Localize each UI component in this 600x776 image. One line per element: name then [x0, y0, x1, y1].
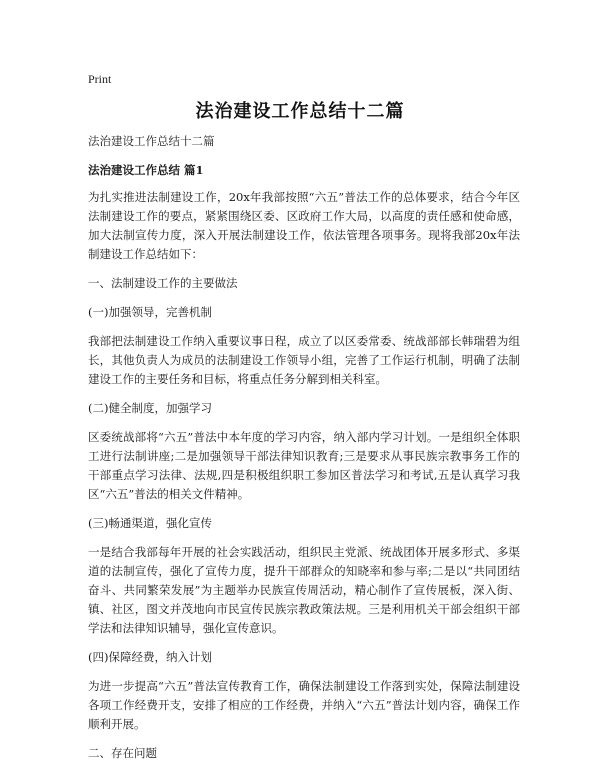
intro-paragraph: 为扎实推进法制建设工作，20x年我部按照“六五”普法工作的总体要求，结合今年区法制建设工作的要点，紧紧围绕区委、区政府工作大局，以高度的责任感和使命感，加大法制宣传力度，深入开展法制建设工作，依法管理各项事务。现将我部20x年法制建设工作总结如下： — [88, 190, 520, 261]
paragraph-3: 一是结合我部每年开展的社会实践活动，组织民主党派、统战团体开展多形式、多渠道的法制宣传，强化了宣传力度，提升干部群众的知晓率和参与率;二是以“共同团结奋斗、共同繁荣发展”为主题举办民族宣传周活动，精心制作了宣传展板，深入街、镇、社区，图文并茂地向市民宣传民族宗教政策法规。三是利用机关干部会组织干部学法和法律知识辅导，强化宣传意识。 — [88, 545, 520, 635]
subheading-1: (一)加强领导，完善机制 — [88, 305, 212, 319]
document-body — [88, 132, 520, 773]
paragraph-4: 为进一步提高“六五”普法宣传教育工作，确保法制建设工作落到实处，保障法制建设各项工作经费开支，安排了相应的工作经费，并纳入“六五”普法计划内容，确保工作顺利开展。 — [88, 679, 520, 731]
section-title: 法治建设工作总结 篇1 — [88, 163, 204, 177]
document-title: 法治建设工作总结十二篇 — [195, 101, 405, 122]
subheading-4: (四)保障经费，纳入计划 — [88, 650, 212, 664]
document-subtitle: 法治建设工作总结十二篇 — [88, 134, 215, 148]
subheading-2: (二)健全制度，加强学习 — [88, 401, 212, 415]
part1-heading: 一、法制建设工作的主要做法 — [88, 276, 238, 290]
print-label: Print — [88, 72, 112, 86]
part2-heading: 二、存在问题 — [88, 746, 157, 760]
paragraph-2: 区委统战部将“六五”普法中本年度的学习内容，纳入部内学习计划。一是组织全体职工进行法制讲座;二是加强领导干部法律知识教育;三是要求从事民族宗教事务工作的干部重点学习法律、法规,四是积极组织职工参加区普法学习和考试,五是认真学习我区“六五”普法的相关文件精神。 — [88, 430, 520, 501]
subheading-3: (三)畅通渠道，强化宣传 — [88, 516, 212, 530]
paragraph-1: 我部把法制建设工作纳入重要议事日程，成立了以区委常委、统战部部长韩瑞碧为组长，其他负责人为成员的法制建设工作领导小组，完善了工作运行机制，明确了法制建设工作的主要任务和目标，将重点任务分解到相关科室。 — [88, 334, 520, 386]
